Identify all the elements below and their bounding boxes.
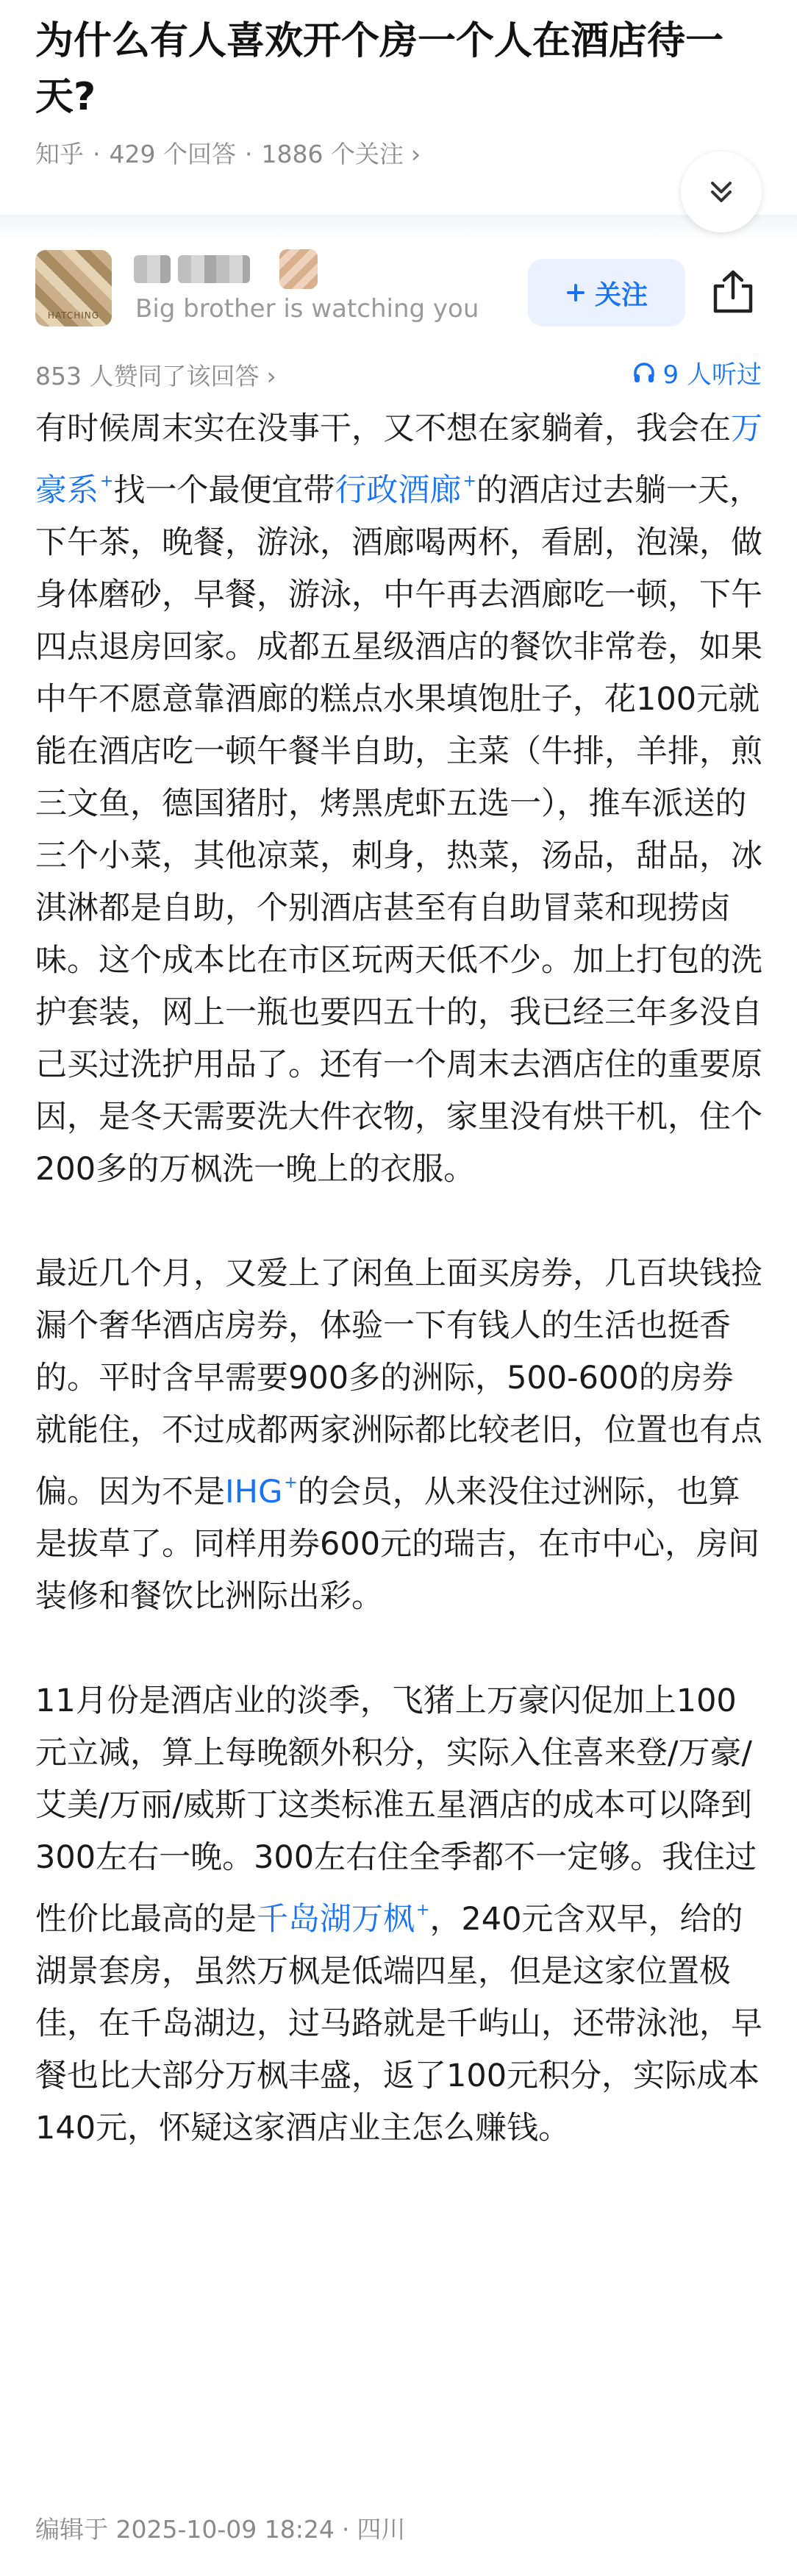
link-text: IHG bbox=[225, 1474, 283, 1510]
inline-link-executive-lounge[interactable] bbox=[335, 472, 476, 509]
question-meta[interactable] bbox=[35, 135, 421, 170]
headphones-icon bbox=[632, 361, 656, 385]
text-segment: ，240元含双早，给的湖景套房，虽然万枫是低端四星，但是这家位置极佳，在千岛湖边，过马路就是千屿山，还带泳池，早餐也比大部分万枫丰盛，返了100元积分，实际成本140元，怀疑这家酒店业主怎么赚钱。 bbox=[35, 1901, 762, 2147]
edit-info bbox=[35, 2511, 405, 2545]
author-avatar[interactable] bbox=[35, 250, 112, 327]
paragraph-2 bbox=[35, 1248, 763, 1623]
text-segment: 的会员，从来没住过洲际，也算是拔草了。同样用券600元的瑞吉，在市中心，房间装修和餐饮比洲际出彩。 bbox=[35, 1474, 760, 1615]
paragraph-1 bbox=[35, 403, 763, 1196]
text-segment: 有时候周末实在没事干，又不想在家躺着，我会在 bbox=[35, 410, 731, 447]
author-name-blurred[interactable] bbox=[134, 250, 318, 288]
meta-separator: · bbox=[341, 2515, 350, 2544]
author-badge-icon bbox=[279, 249, 318, 289]
follow-button[interactable] bbox=[528, 259, 685, 327]
text-segment: 最近几个月，又爱上了闲鱼上面买房券，几百块钱捡漏个奢华酒店房券，体验一下有钱人的生活也挺香的。平时含早需要900多的洲际，500-600的房券就能住，不过成都两家洲际都比较老旧，位置也有点偏。因为不是 bbox=[35, 1255, 762, 1510]
meta-separator: · bbox=[93, 140, 101, 168]
source-label: 知乎 bbox=[35, 140, 84, 168]
edited-time: 编辑于 2025-10-09 18:24 bbox=[35, 2515, 335, 2544]
avatar-text: HATCHING bbox=[47, 310, 100, 321]
link-mark: + bbox=[416, 1901, 430, 1919]
chevron-right-icon: › bbox=[266, 362, 276, 390]
question-title[interactable]: 为什么有人喜欢开个房一个人在酒店待一天? bbox=[35, 19, 724, 119]
upvote-count: 853 人赞同了该回答 bbox=[35, 362, 260, 390]
meta-separator: · bbox=[244, 140, 253, 168]
listener-count: 9 人听过 bbox=[662, 360, 762, 390]
paragraph-3 bbox=[35, 1675, 763, 2155]
collapse-button[interactable] bbox=[681, 151, 762, 232]
link-text: 行政酒廊 bbox=[335, 472, 462, 509]
author-bio: Big brother is watching you bbox=[135, 294, 479, 324]
listen-button[interactable] bbox=[632, 354, 762, 390]
follow-label: 关注 bbox=[594, 279, 648, 310]
edit-location: 四川 bbox=[357, 2515, 406, 2544]
link-mark: + bbox=[100, 472, 114, 490]
follower-count: 1886 个关注 bbox=[261, 140, 404, 168]
plus-icon bbox=[565, 282, 586, 303]
header-divider bbox=[0, 215, 797, 241]
inline-link-ihg[interactable] bbox=[225, 1474, 298, 1510]
link-mark: + bbox=[284, 1474, 298, 1492]
link-mark: + bbox=[462, 472, 476, 490]
share-button[interactable] bbox=[706, 265, 760, 319]
blurred-name-part bbox=[178, 255, 249, 283]
answer-content bbox=[35, 403, 763, 2155]
inline-link-qiandao-lake-fairfield[interactable] bbox=[257, 1901, 429, 1938]
link-text: 万豪系 bbox=[35, 410, 762, 509]
link-text: 千岛湖万枫 bbox=[257, 1901, 415, 1938]
share-icon bbox=[711, 268, 755, 315]
double-chevron-down-icon bbox=[705, 176, 737, 208]
answer-count: 429 个回答 bbox=[109, 140, 236, 168]
text-segment: 11月份是酒店业的淡季，飞猪上万豪闪促加上100元立减，算上每晚额外积分，实际入住喜来登/万豪/艾美/万丽/威斯丁这类标准五星酒店的成本可以降到300左右一晚。300左右住全季都不一定够。我住过性价比最高的是 bbox=[35, 1683, 757, 1938]
blurred-name-part bbox=[134, 255, 171, 283]
upvote-summary[interactable] bbox=[35, 357, 276, 392]
text-segment: 的酒店过去躺一天，下午茶，晚餐，游泳，酒廊喝两杯，看剧，泡澡，做身体磨砂，早餐，游泳，中午再去酒廊吃一顿，下午四点退房回家。成都五星级酒店的餐饮非常卷，如果中午不愿意靠酒廊的糕点水果填饱肚子，花100元就能在酒店吃一顿午餐半自助，主菜（牛排，羊排，煎三文鱼，德国猪肘，烤黑虎虾五选一），推车派送的三个小菜，其他凉菜，刺身，热菜，汤品，甜品，冰淇淋都是自助，个别酒店甚至有自助冒菜和现捞卤味。这个成本比在市区玩两天低不少。加上打包的洗护套装，网上一瓶也要四五十的，我已经三年多没自己买过洗护用品了。还有一个周末去酒店住的重要原因，是冬天需要洗大件衣物，家里没有烘干机，住个200多的万枫洗一晚上的衣服。 bbox=[35, 472, 762, 1188]
text-segment: 找一个最便宜带 bbox=[113, 472, 335, 509]
chevron-right-icon: › bbox=[410, 140, 421, 168]
